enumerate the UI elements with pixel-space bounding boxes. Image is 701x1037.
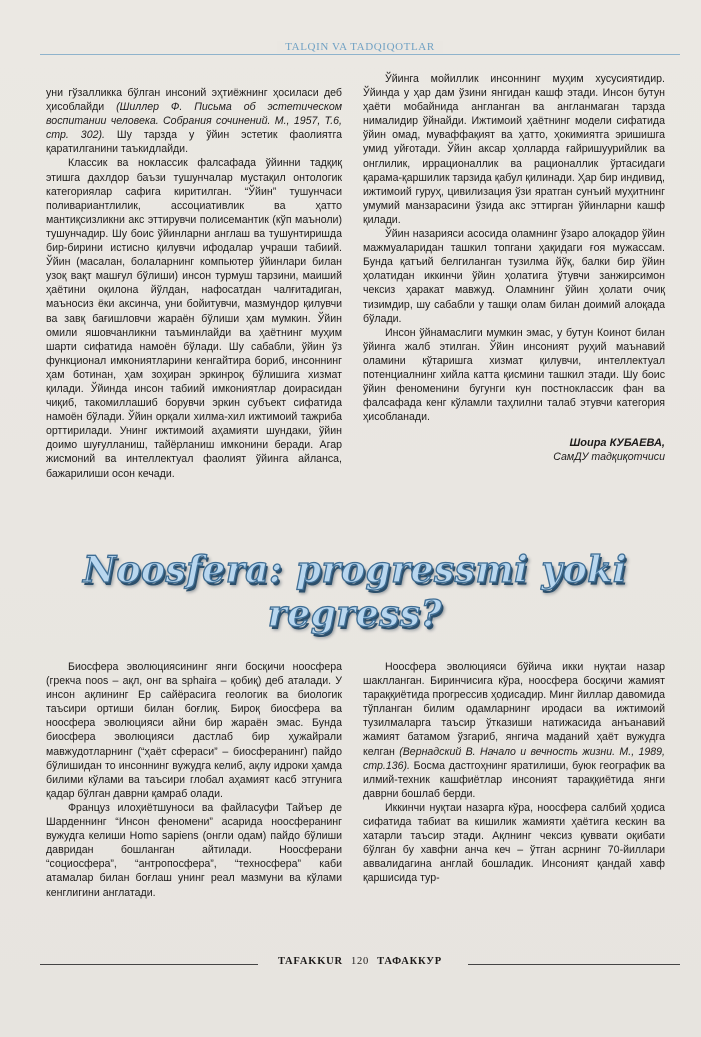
running-footer: [40, 956, 680, 972]
running-header: [40, 40, 680, 60]
citation: (Вернадский В. Начало и вечность жизни. М., 1989, стр.136).: [363, 745, 665, 772]
header-title: TALQIN VA TADQIQOTLAR: [277, 41, 443, 53]
paragraph: [363, 660, 665, 801]
article-title: Noosfera: progressmi yoki regress?: [83, 549, 627, 635]
footer-journal-cyrillic: ТАФАККУР: [377, 956, 442, 967]
paragraph: Инсон ўйнамаслиги мумкин эмас, у бутун Коинот билан ўйинга жалб этилган. Ўйин инсоният руҳий маънавий оламини кўтаришга хизмат қилувчи, интеллектуал потенциалнинг хийла катта қисмини ташкил этади. Шу боис ўйин феноменини бугунги кун постноклассик фан ва фалсафада кенг кўламли таҳлилни талаб этувчи категория ҳисобланади.: [363, 326, 665, 424]
footer-text: [40, 956, 680, 967]
paragraph: [46, 86, 342, 156]
column-bottom-right: [363, 660, 665, 886]
citation: (Шиллер Ф. Письма об эстетическом воспитании человека. Собрания сочинений. М., 1957, Т.6, стр. 302).: [46, 101, 342, 142]
paragraph: Ўйинга мойиллик инсоннинг муҳим хусусиятидир. Ўйинда у ҳар дам ўзини янгидан кашф этади. Инсон бутун ҳаёти мобайнида англанган ва англанмаган тарзда нималидир ўйнайди. Ижтимоий ҳаётнинг модели сифатида ўйин омад, муваффақият ва ҳатто, ҳокимиятга эришишга умид уйғотади. Ўйин аксар ҳолларда ғайришуурийлик ва онглилик, иррационаллик ва рационаллик ўртасидаги қарама-қаршилик тарзида қабул қилинади. Ҳар бир индивид, ижтимоий гуруҳ, цивилизация ўзи яратган сунъий муҳитнинг умумий манзарасини ўзида акс эттирган ўйинларни кашф қилади.: [363, 73, 665, 226]
footer-journal-latin: TAFAKKUR: [278, 956, 343, 967]
column-top-left: [46, 86, 342, 481]
paragraph-text: Босма дастгоҳнинг яратилиши, буюк географик ва илмий-техник кашфиётлар инсоният тараққиётида янги даврни бошлаб берди.: [363, 759, 665, 800]
page-number: 120: [350, 956, 370, 967]
paragraph-text: Шу тарзда у ўйин эстетик фаолиятга қаратилганини таъкидлайди.: [46, 129, 342, 156]
header-rule: [40, 54, 680, 55]
paragraph: Ўйин назарияси асосида оламнинг ўзаро алоқадор ўйин мажмуаларидан ташкил топгани ҳақидаги ғоя мужассам. Бунда қатъий белгиланган тузилма йўқ, балки бир ўйин ҳолатидан иккинчи ўйин ҳолатига ўтувчи занжирсимон чексиз ҳаракат мавжуд. Оламнинг ўйин ҳолати очиқ тизимдир, шу сабабли у ташқи олам билан доимий алоқада бўлади.: [363, 228, 665, 325]
paragraph: Иккинчи нуқтаи назарга кўра, ноосфера салбий ҳодиса сифатида табиат ва кишилик жамияти ҳаётига кескин ва хатарли таъсир этади. Ақлнинг чексиз қуввати оқибати бўлган бу хавфни анча кеч – ўтган асрнинг 70-йиллари аввалидагина англай бошладик. Инсоният қандай хавф қаршисида тур-: [363, 801, 665, 885]
column-bottom-left: [46, 660, 342, 900]
paragraph: Классик ва ноклассик фалсафада ўйинни тадқиқ этишга дахлдор баъзи тушунчалар мустақил онтологик категориялар сафига киритилган. “Ўйин” тушунчаси поливариантлилик, ассоциативлик ва ҳатто мантиқсизликни акс эттирувчи полисемантик (кўп маъноли) тушунчадир. Шу боис ўйинларни англаш ва тушунтиришда бир-бирини истисно қилувчи ифодалар учраши табиий. Ўйин (масалан, болаларнинг компьютер ўйинлари билан узоқ вақт машғул бўлиши) инсон турмуш тарзини, маиший ҳаётини оқилона йўлдан, нафосатдан чалғитадиган, маъносиз ёки аксинча, уни бойитувчи, мазмундор қилувчи ва завқ бағишловчи жараён бўлиши ҳам мумкин. Ўйин омили яшовчанликни таъминлайди ва ҳаётнинг муҳим шарти сифатида намоён бўлади. Шу сабабли, ўйин ўз функционал имкониятларини кенгайтира бориб, инсоннинг ҳам ботинан, ҳам зоҳиран эркинроқ бўлишига хизмат қилади. Ўйинда инсон табиий имкониятлар доирасидан чиқиб, такомиллашиб борувчи эркин субъект сифатида намоён бўлади. Ўйин орқали хилма-хил ижтимоий тажриба орттирилади. Унинг ижтимоий аҳамияти шундаки, ўйин доимо шуғулланиш, тайёрланиш имконини беради. Агар жисмоний ва интеллектуал фаолият ўйинга айланса, бажарилиши осон кечади.: [46, 157, 342, 480]
header-title-wrap: [40, 41, 680, 53]
paragraph-text: уни гўзалликка бўлган инсоний эҳтиёжнинг ҳосиласи деб ҳисоблайди: [46, 87, 342, 114]
paragraph-text: Ноосфера эволюцияси бўйича икки нуқтаи назар шаклланган. Биринчисига кўра, ноосфера босқичи жамият тараққиётида прогрессив ҳодисадир. Минг йиллар давомида тўпланган билим одамларнинг иродаси ва ижтимоий тузилмаларга таъсир ўтказиши натижасида анъанавий жамият батамом ўзгариб, янгича маданий ҳаёт вужудга келган: [363, 661, 665, 758]
author-block: [363, 436, 665, 464]
column-top-right: [363, 72, 665, 465]
paragraph: Француз илоҳиётшуноси ва файласуфи Тайъер де Шарденнинг “Инсон феномени” асарида ноосферанинг вужудга келиши Homo sapiens (онгли одам) пайдо бўлиши давридан бошланган айтилади. Ноосферани “социосфера”, “антропосфера”, “техносфера” каби атамалар билан боғлаш унинг реал мазмуни ва кўлами кенглигини англатади.: [46, 801, 342, 899]
author-name: Шоира КУБАЕВА,: [569, 437, 665, 450]
paragraph: Биосфера эволюциясининг янги босқичи ноосфера (грекча noos – ақл, онг ва sphaira – қобиқ) деб аталади. У инсон ақлининг Ер сайёрасига геологик ва биологик таъсири ортиши билан боғлиқ. Бироқ биосфера ва ноосфера эволюцияси айни бир жараён эмас. Бунда биосфера эволюцияси дастлаб бир ҳужайрали мавжудотларнинг (“ҳаёт сфераси” – биосферанинг) пайдо бўлишидан то инсоннинг вужудга келиб, ақлу идроки ҳамда билими кўлами ва таъсири глобал аҳамият касб этгунига қадар бўлган даврни қамраб олади.: [46, 661, 342, 800]
author-affiliation: СамДУ тадқиқотчиси: [553, 451, 665, 464]
